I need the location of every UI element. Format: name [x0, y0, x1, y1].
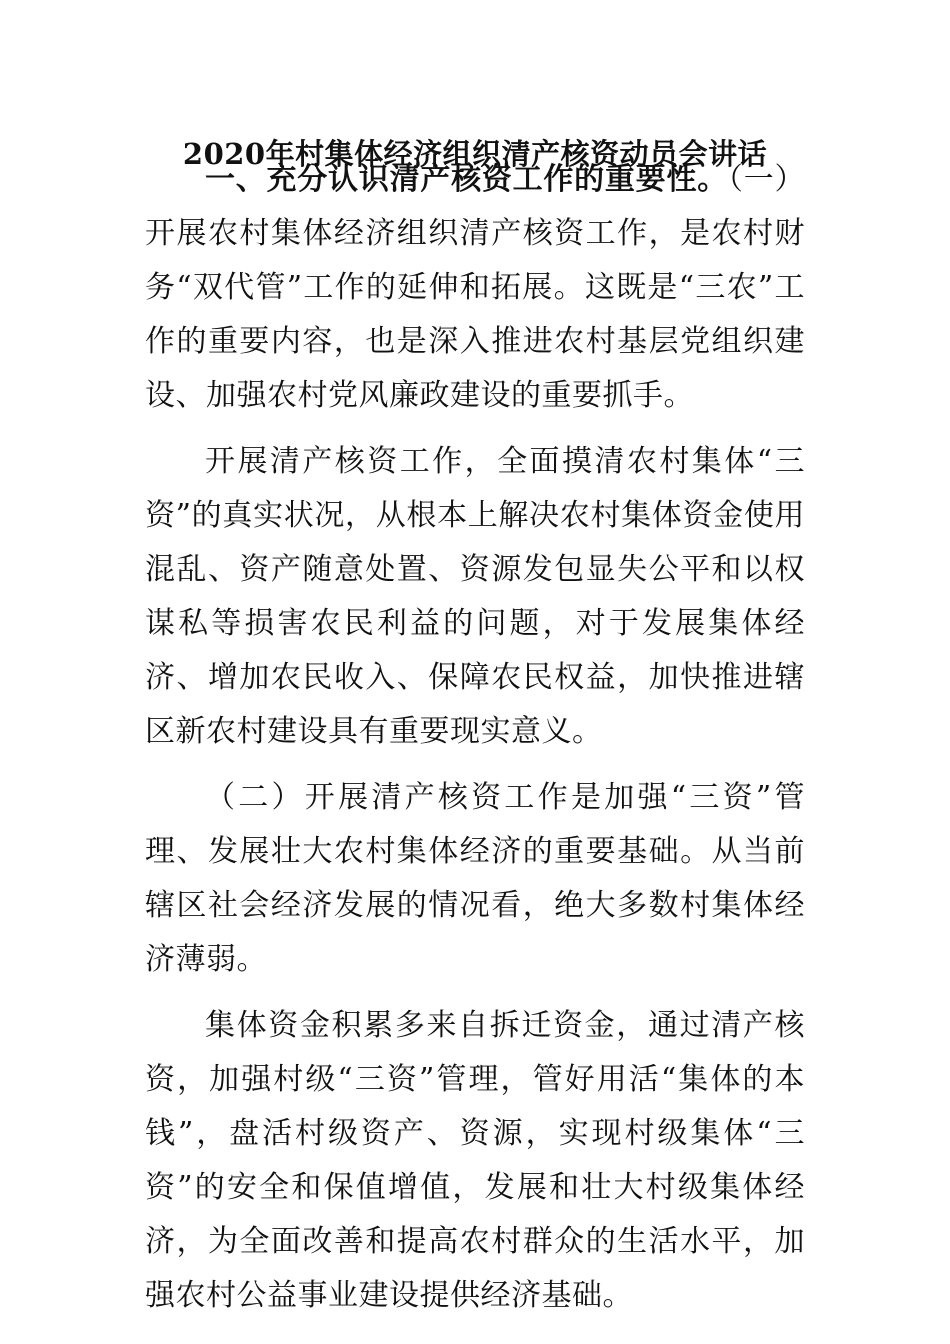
paragraph-text: （一）开展农村集体经济组织清产核资工作，是农村财务“双代管”工作的延伸和拓展。这既是“三农”工作的重要内容，也是深入推进农村基层党组织建设、加强农村党风廉政建设的重要抓手。 [145, 162, 806, 413]
document-body [145, 153, 805, 1323]
paragraph-2: 开展清产核资工作，全面摸清农村集体“三资”的真实状况，从根本上解决农村集体资金使用混乱、资产随意处置、资源发包显失公平和以权谋私等损害农民利益的问题，对于发展集体经济、增加农民收入、保障农民权益，加快推进辖区新农村建设具有重要现实意义。 [145, 444, 805, 749]
paragraph-4: 集体资金积累多来自拆迁资金，通过清产核资，加强村级“三资”管理，管好用活“集体的本钱”，盘活村级资产、资源，实现村级集体“三资”的安全和保值增值，发展和壮大村级集体经济，为全面改善和提高农村群众的生活水平，加强农村公益事业建设提供经济基础。 [145, 1008, 805, 1313]
section-heading: 一、充分认识清产核资工作的重要性。 [205, 162, 728, 197]
paragraph-3: （二）开展清产核资工作是加强“三资”管理、发展壮大农村集体经济的重要基础。从当前辖区社会经济发展的情况看，绝大多数村集体经济薄弱。 [145, 780, 805, 977]
paragraph-1 [145, 153, 805, 423]
document-title: 2020年村集体经济组织清产核资动员会讲话 [182, 137, 768, 171]
